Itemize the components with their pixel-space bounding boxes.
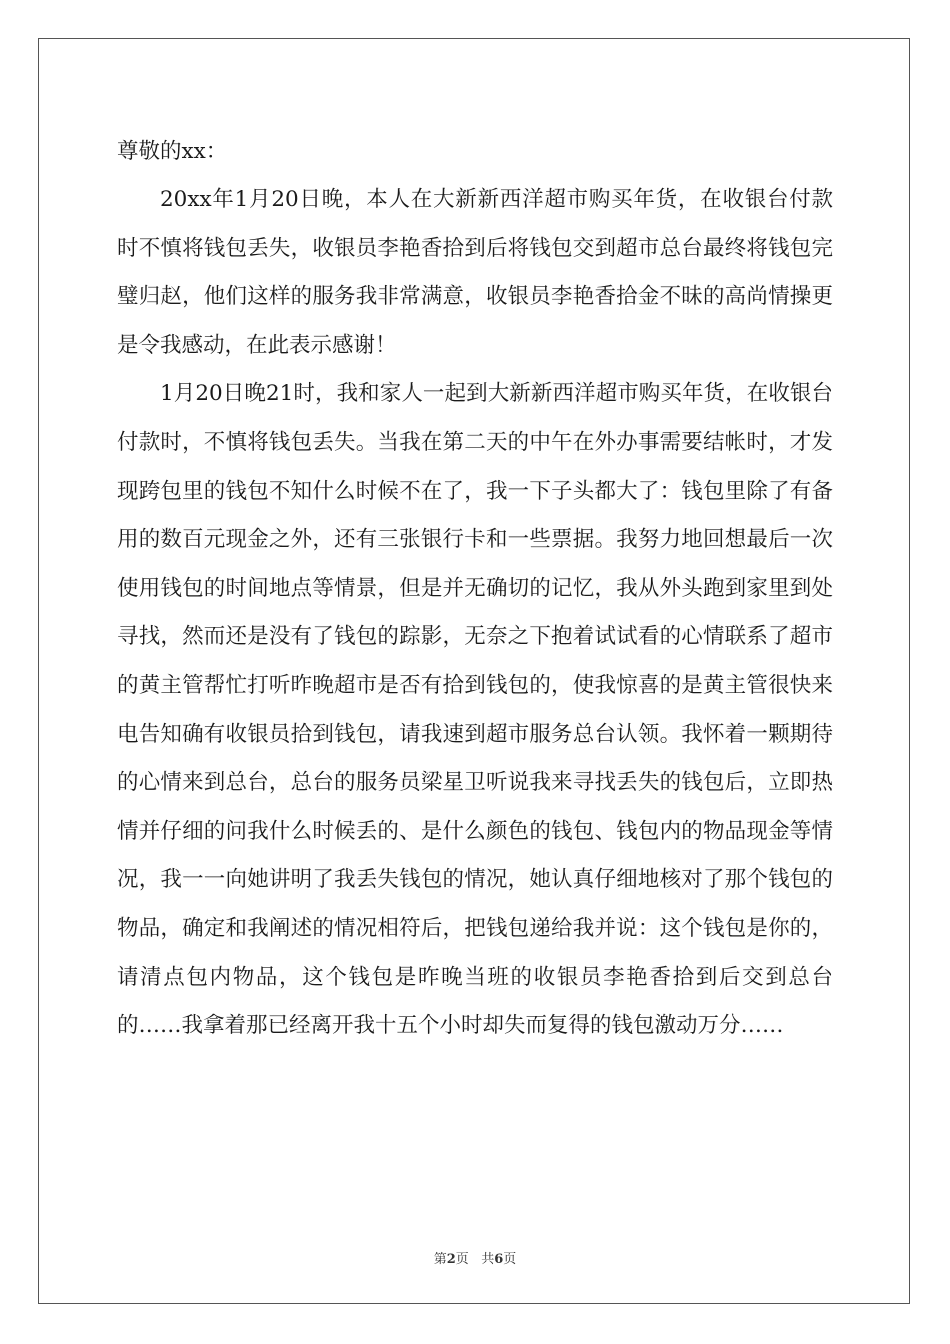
paragraph-2: 1月20日晚21时，我和家人一起到大新新西洋超市购买年货，在收银台付款时，不慎将钱包丢失。当我在第二天的中午在外办事需要结帐时，才发现跨包里的钱包不知什么时候不在了，我一下子头都大了：钱包里除了有备用的数百元现金之外，还有三张银行卡和一些票据。我努力地回想最后一次使用钱包的时间地点等情景，但是并无确切的记忆，我从外头跑到家里到处寻找，然而还是没有了钱包的踪影，无奈之下抱着试试看的心情联系了超市的黄主管帮忙打听昨晚超市是否有拾到钱包的，使我惊喜的是黄主管很快来电告知确有收银员拾到钱包，请我速到超市服务总台认领。我怀着一颗期待的心情来到总台，总台的服务员梁星卫听说我来寻找丢失的钱包后，立即热情并仔细的问我什么时候丢的、是什么颜色的钱包、钱包内的物品现金等情况，我一一向她讲明了我丢失钱包的情况，她认真仔细地核对了那个钱包的物品，确定和我阐述的情况相符后，把钱包递给我并说：这个钱包是你的，请清点包内物品，这个钱包是昨晚当班的收银员李艳香拾到后交到总台的……我拿着那已经离开我十五个小时却失而复得的钱包激动万分……	[117, 381, 833, 1039]
footer-total-pages: 6	[494, 1252, 504, 1267]
footer-suffix: 页	[503, 1252, 517, 1267]
paragraph-1: 20xx年1月20日晚，本人在大新新西洋超市购买年货，在收银台付款时不慎将钱包丢失，收银员李艳香拾到后将钱包交到超市总台最终将钱包完璧归赵，他们这样的服务我非常满意，收银员李艳香拾金不昧的高尚情操更是令我感动，在此表示感谢！	[117, 187, 833, 358]
salutation: 尊敬的xx：	[117, 139, 228, 164]
document-body	[117, 128, 833, 1051]
footer-current-page: 2	[446, 1252, 456, 1267]
footer-mid: 页 共	[455, 1252, 495, 1267]
page-footer	[0, 1248, 950, 1267]
footer-prefix: 第	[433, 1252, 447, 1267]
